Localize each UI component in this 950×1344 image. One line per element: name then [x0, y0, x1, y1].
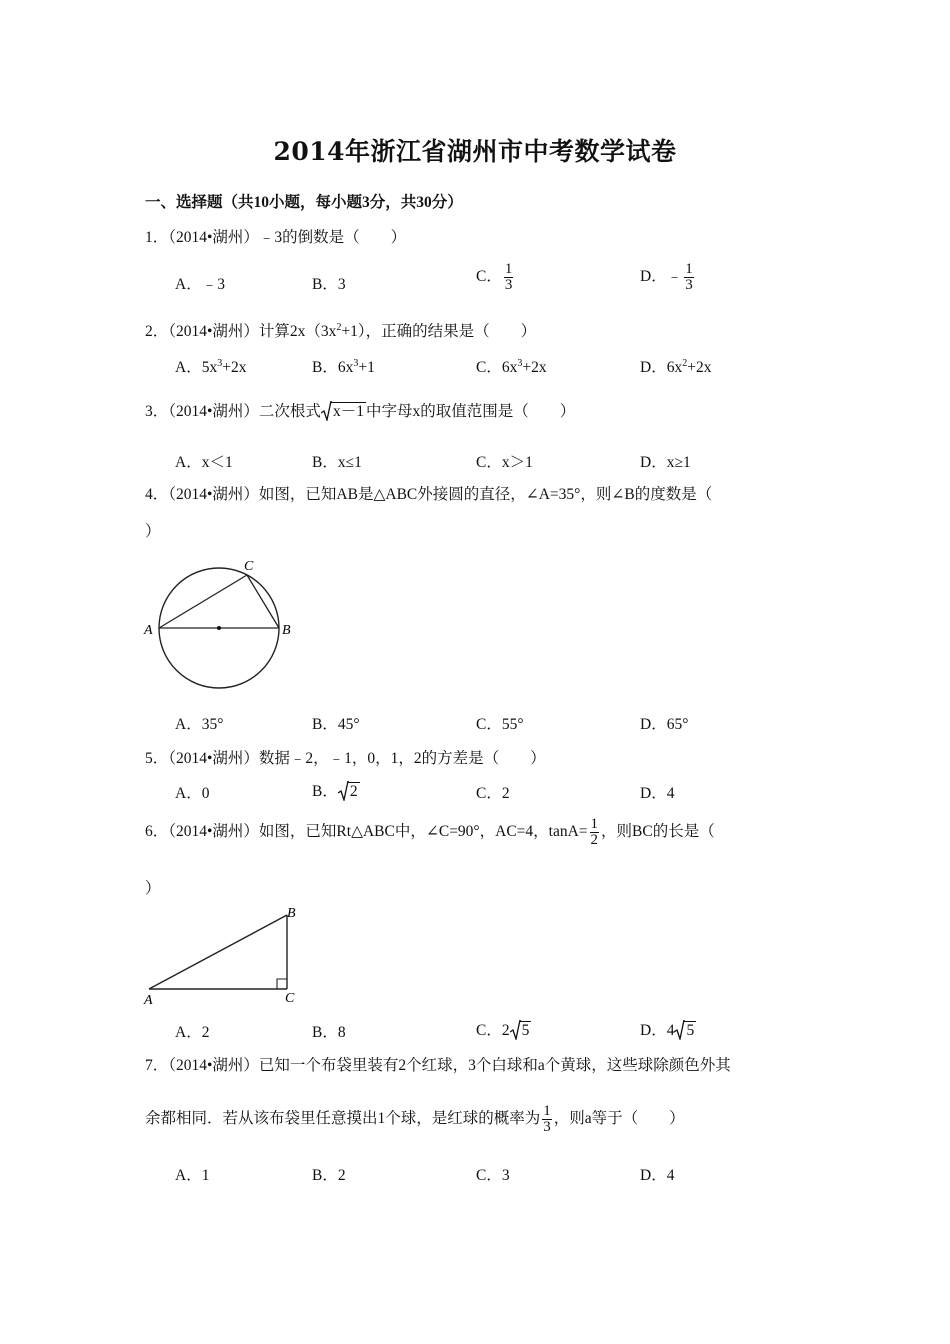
q6-option-d: D．4 5 — [640, 1018, 696, 1041]
question-2-stem: 2．（2014•湖州）计算$2x(3x^2+1)$，正确的结果是（ ） — [145, 321, 537, 340]
q7-option-c: C．3 — [476, 1167, 510, 1184]
fraction: $\frac{1}{3}$ — [685, 261, 693, 293]
q3-option-d: D．x≥1 — [640, 454, 691, 471]
right-angle-mark — [277, 979, 287, 989]
section-heading: 一、选择题（共10小题，每小题3分，共30分） — [145, 194, 463, 211]
question-7-stem-line2: 余都相同．若从该布袋里任意摸出1个球，是红球的概率为 $\frac{1}{3}$ ，则a等于（ ） — [145, 1103, 685, 1135]
q7-option-a: A．1 — [175, 1167, 210, 1184]
q4-option-a: A．35° — [175, 716, 224, 733]
side-cb — [247, 575, 279, 628]
q3-option-a: A．x＜1 — [175, 454, 233, 471]
label-b: B — [287, 906, 296, 921]
radical-sign-icon — [321, 401, 332, 421]
q2-option-c: C．$6x^3+2x$ — [476, 357, 547, 376]
q7-option-d: D．4 — [640, 1167, 675, 1184]
label-c: C — [244, 559, 254, 574]
q1-option-d-label: D．﹣ — [640, 268, 683, 286]
question-3-stem: 3．（2014•湖州）二次根式 x－1 中字母x的取值范围是（ ） — [145, 399, 575, 422]
question-5-stem: 5．（2014•湖州）数据﹣2，﹣1，0，1，2的方差是（ ） — [145, 750, 546, 767]
q4-option-d: D．65° — [640, 716, 689, 733]
fraction: $\frac{1}{3}$ — [543, 1103, 551, 1135]
fraction: $\frac{1}{3}$ — [504, 261, 513, 293]
page-title: 2014年浙江省湖州市中考数学试卷 — [273, 137, 677, 166]
label-c: C — [285, 991, 295, 1006]
side-ac — [159, 575, 247, 628]
q1-option-c-label: C． — [476, 268, 502, 286]
q2-option-b: B．$6x^3+1$ — [312, 357, 375, 376]
q4-option-c: C．55° — [476, 716, 524, 733]
right-triangle-figure — [140, 902, 310, 1012]
q5-option-a: A．0 — [175, 785, 210, 802]
hypotenuse-ab — [149, 915, 287, 989]
q4-option-b: B．45° — [312, 716, 360, 733]
square-root: 5 — [510, 1021, 532, 1041]
q5-option-b: B． 2 — [312, 779, 360, 802]
q3-option-b: B．x≤1 — [312, 454, 362, 471]
square-root: x－1 — [321, 402, 366, 422]
radical-sign-icon — [674, 1020, 685, 1040]
q3-option-c: C．x＞1 — [476, 454, 533, 471]
square-root: 5 — [674, 1021, 696, 1041]
question-6-stem-line1: 6．（2014•湖州）如图，已知Rt△ABC中，∠C=90°，AC=4，tanA= $\frac{1}{2}$ ，则BC的长是（ — [145, 816, 715, 848]
q1-option-a: A．﹣3 — [175, 276, 225, 293]
label-b: B — [282, 623, 291, 638]
question-6-stem-line2: ） — [145, 880, 161, 897]
question-1-stem: 1．（2014•湖州）﹣3的倒数是（ ） — [145, 229, 407, 246]
q6-option-b: B．8 — [312, 1024, 346, 1041]
q1-option-d — [640, 262, 696, 293]
q5-option-d: D．4 — [640, 785, 675, 802]
center-point — [217, 626, 221, 630]
q2-option-a: A．$5x^3+2x$ — [175, 357, 247, 376]
radical-sign-icon — [510, 1020, 521, 1040]
q7-option-b: B．2 — [312, 1167, 346, 1184]
question-4-stem-line1: 4．（2014•湖州）如图，已知AB是△ABC外接圆的直径，∠A=35°，则∠B的度数是（ — [145, 486, 713, 503]
q5-option-c: C．2 — [476, 785, 510, 802]
question-4-stem-line2: ） — [145, 523, 161, 540]
radical-sign-icon — [338, 781, 349, 801]
q6-option-c: C．2 5 — [476, 1018, 531, 1041]
q1-option-b: B．3 — [312, 276, 346, 293]
q6-option-a: A．2 — [175, 1024, 210, 1041]
square-root: 2 — [338, 782, 360, 802]
circle-triangle-figure — [140, 555, 300, 695]
q2-option-d: D．$6x^2+2x$ — [640, 357, 712, 376]
fraction: $\frac{1}{2}$ — [590, 816, 599, 848]
question-7-stem-line1: 7．（2014•湖州）已知一个布袋里装有2个红球，3个白球和a个黄球，这些球除颜色外其 — [145, 1057, 731, 1074]
label-a: A — [144, 623, 153, 638]
label-a: A — [144, 993, 153, 1008]
q1-option-c — [476, 262, 515, 293]
